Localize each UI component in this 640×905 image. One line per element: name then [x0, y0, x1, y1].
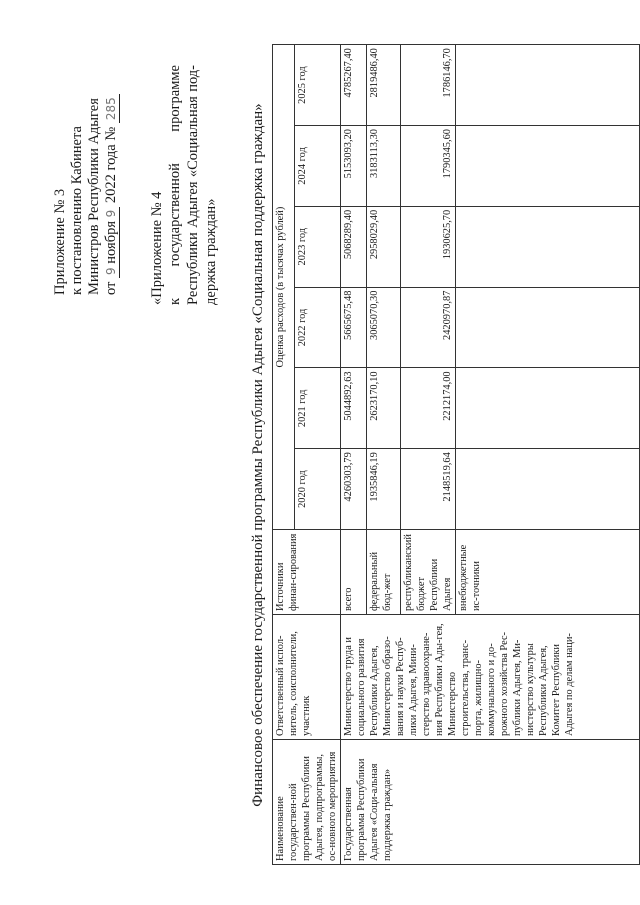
value-cell: 1786146,70 — [401, 45, 456, 126]
appendix2-line-2: к государственной программе — [167, 65, 183, 305]
value-cell — [456, 45, 640, 126]
source-cell: всего — [341, 530, 367, 615]
value-cell: 2212174,00 — [401, 368, 456, 449]
program-name-cell: Государственная программа Республики Адыгея «Соци-альная поддержка граждан» — [341, 740, 640, 865]
header-estimate: Оценка расходов (в тысячах рублей) — [273, 45, 295, 530]
value-cell — [456, 287, 640, 368]
value-cell: 3065070,30 — [367, 287, 401, 368]
value-cell: 1930625,70 — [401, 206, 456, 287]
header-year-2023: 2023 год — [295, 206, 341, 287]
value-cell: 2623170,10 — [367, 368, 401, 449]
value-cell: 5153093,20 — [341, 126, 367, 207]
header-source: Источники финан-сирования — [273, 530, 341, 615]
executors-cell: Министерство труда и социального развития Республики Адыгея, Министерство образо-вания и науки Респуб-лики Адыгея, Мини-стерство здравоохране-ния Республики Ады-гея, Министерство строительства, транс-порта, жилищно-коммунального и до-рожного хозяйства Рес-публики Адыгея, Ми-нистерство культуры Республики Адыгея, Комитет Республики Адыгея по делам наци- — [341, 615, 640, 740]
header-year-2021: 2021 год — [295, 368, 341, 449]
value-cell: 2420970,87 — [401, 287, 456, 368]
date-prefix: от — [103, 281, 119, 295]
header-year-2024: 2024 год — [295, 126, 341, 207]
financing-table — [272, 44, 640, 865]
value-cell: 5044892,63 — [341, 368, 367, 449]
date-day: 9 ноября 9 — [103, 207, 120, 278]
value-cell: 2958029,40 — [367, 206, 401, 287]
source-cell: внебюджетные ис-точники — [456, 530, 640, 615]
value-cell: 3183113,30 — [367, 126, 401, 207]
header-executor: Ответственный испол-нитель, соисполнители, участник — [273, 615, 341, 740]
document-title: Финансовое обеспечение государственной программы Республики Адыгея «Социальная поддержка граждан» — [250, 103, 266, 807]
header-year-2022: 2022 год — [295, 287, 341, 368]
appendix-line-1: Приложение № 3 — [52, 188, 68, 295]
value-cell: 5665675,48 — [341, 287, 367, 368]
value-cell: 4785267,40 — [341, 45, 367, 126]
source-cell: федеральный бюд-жет — [367, 530, 401, 615]
appendix-line-2: к постановлению Кабинета — [69, 126, 85, 295]
appendix-header — [52, 55, 120, 295]
appendix2-line-4: держка граждан» — [203, 198, 219, 305]
source-cell: республиканский бюджет Республики Адыгея — [401, 530, 456, 615]
value-cell: 4260303,79 — [341, 449, 367, 530]
appendix-line-3: Министров Республики Адыгея — [86, 98, 102, 295]
value-cell — [456, 449, 640, 530]
appendix-date-line — [103, 55, 120, 295]
value-cell — [456, 368, 640, 449]
appendix2-line-3: Республики Адыгея «Социальная под- — [185, 65, 201, 305]
value-cell: 1935846,19 — [367, 449, 401, 530]
value-cell — [456, 126, 640, 207]
appendix-4-header — [148, 65, 220, 305]
table-row-total — [341, 45, 367, 865]
value-cell: 1790345,60 — [401, 126, 456, 207]
header-year-2025: 2025 год — [295, 45, 341, 126]
order-number: 285 — [103, 94, 120, 123]
header-year-2020: 2020 год — [295, 449, 341, 530]
value-cell — [456, 206, 640, 287]
header-program-name: Наименование государствен-ной программы Республики Адыгея, подпрограммы, ос-новного мероприятия — [273, 740, 341, 865]
value-cell: 2819486,40 — [367, 45, 401, 126]
date-rest: 2022 года № — [103, 126, 119, 204]
value-cell: 5068289,40 — [341, 206, 367, 287]
value-cell: 2148519,64 — [401, 449, 456, 530]
appendix2-line-1: «Приложение № 4 — [149, 191, 165, 305]
